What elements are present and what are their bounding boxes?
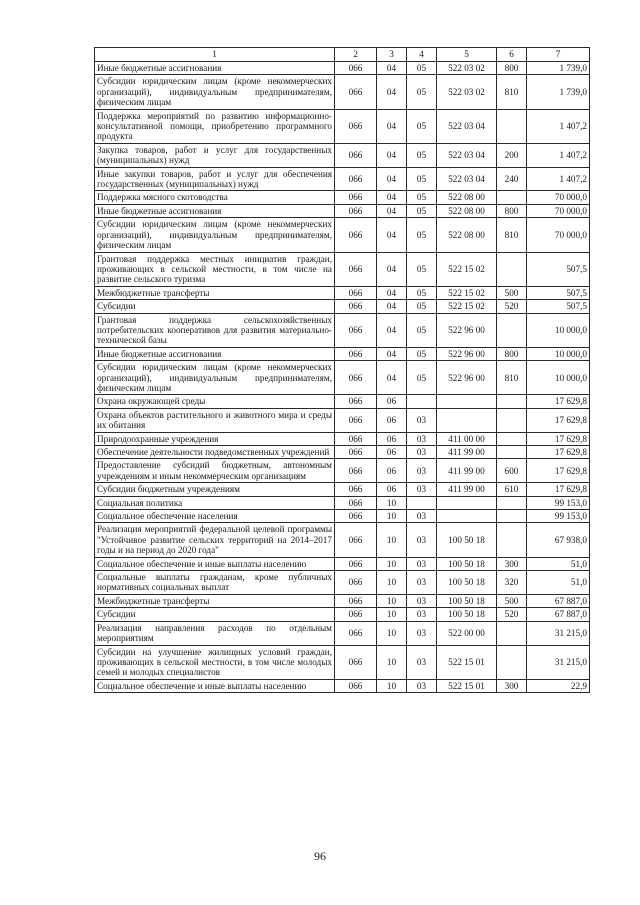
row-section-cell: 10	[377, 557, 407, 570]
table-row	[95, 347, 590, 360]
table-row	[95, 300, 590, 313]
row-subsection-cell: 05	[407, 143, 437, 167]
row-expense-type-cell	[497, 252, 527, 286]
row-subsection-cell: 03	[407, 621, 437, 645]
row-target-article-cell	[437, 408, 497, 432]
row-amount-cell: 17 629,8	[527, 483, 590, 496]
table-row	[95, 523, 590, 557]
row-section-cell: 04	[377, 313, 407, 347]
budget-table	[94, 47, 590, 693]
table-row	[95, 313, 590, 347]
row-target-article-cell: 522 15 02	[437, 300, 497, 313]
row-subsection-cell: 05	[407, 252, 437, 286]
row-admin-code-cell: 066	[335, 62, 377, 75]
row-section-cell: 04	[377, 347, 407, 360]
row-section-cell: 06	[377, 459, 407, 483]
row-subsection-cell: 05	[407, 62, 437, 75]
row-section-cell: 10	[377, 571, 407, 595]
row-section-cell: 04	[377, 167, 407, 191]
row-admin-code-cell: 066	[335, 459, 377, 483]
table-row	[95, 496, 590, 509]
row-admin-code-cell: 066	[335, 252, 377, 286]
row-admin-code-cell: 066	[335, 361, 377, 395]
row-subsection-cell	[407, 395, 437, 408]
header-row	[95, 48, 590, 62]
table-row	[95, 191, 590, 204]
row-subsection-cell: 05	[407, 191, 437, 204]
row-amount-cell: 51,0	[527, 571, 590, 595]
row-expense-type-cell: 300	[497, 679, 527, 692]
row-name-cell: Поддержка мероприятий по развитию информационно-консультативной помощи, приобретению программного продукта	[95, 109, 335, 143]
row-admin-code-cell: 066	[335, 510, 377, 523]
row-name-cell: Грантовая поддержка сельскохозяйственных потребительских кооперативов для развития материально-технической базы	[95, 313, 335, 347]
row-expense-type-cell: 300	[497, 557, 527, 570]
row-admin-code-cell: 066	[335, 496, 377, 509]
row-target-article-cell: 411 99 00	[437, 446, 497, 459]
row-target-article-cell: 522 08 00	[437, 218, 497, 252]
row-section-cell: 04	[377, 109, 407, 143]
row-admin-code-cell: 066	[335, 446, 377, 459]
row-expense-type-cell: 500	[497, 286, 527, 299]
row-target-article-cell: 522 96 00	[437, 361, 497, 395]
row-admin-code-cell: 066	[335, 313, 377, 347]
row-subsection-cell: 03	[407, 408, 437, 432]
row-expense-type-cell: 520	[497, 300, 527, 313]
row-name-cell: Реализация мероприятий федеральной целевой программы "Устойчивое развитие сельских территорий на 2014–2017 годы и на период до 2020 года"	[95, 523, 335, 557]
row-section-cell: 04	[377, 218, 407, 252]
row-admin-code-cell: 066	[335, 483, 377, 496]
row-target-article-cell: 100 50 18	[437, 608, 497, 621]
row-name-cell: Иные бюджетные ассигнования	[95, 347, 335, 360]
row-amount-cell: 1 407,2	[527, 109, 590, 143]
row-target-article-cell: 522 96 00	[437, 313, 497, 347]
row-amount-cell: 99 153,0	[527, 510, 590, 523]
row-name-cell: Межбюджетные трансферты	[95, 594, 335, 607]
row-subsection-cell: 03	[407, 446, 437, 459]
row-admin-code-cell: 066	[335, 645, 377, 679]
row-admin-code-cell: 066	[335, 395, 377, 408]
row-section-cell: 04	[377, 252, 407, 286]
row-expense-type-cell: 800	[497, 62, 527, 75]
row-subsection-cell: 05	[407, 300, 437, 313]
table-row	[95, 510, 590, 523]
row-target-article-cell: 100 50 18	[437, 571, 497, 595]
row-amount-cell: 70 000,0	[527, 204, 590, 217]
row-amount-cell: 10 000,0	[527, 347, 590, 360]
row-subsection-cell: 05	[407, 313, 437, 347]
row-expense-type-cell	[497, 621, 527, 645]
table-row	[95, 361, 590, 395]
row-name-cell: Социальное обеспечение и иные выплаты населению	[95, 679, 335, 692]
table-row	[95, 109, 590, 143]
row-subsection-cell	[407, 496, 437, 509]
row-target-article-cell: 522 15 01	[437, 645, 497, 679]
row-expense-type-cell: 810	[497, 361, 527, 395]
table-row	[95, 557, 590, 570]
row-subsection-cell: 03	[407, 571, 437, 595]
row-admin-code-cell: 066	[335, 523, 377, 557]
row-target-article-cell: 522 15 01	[437, 679, 497, 692]
row-expense-type-cell: 520	[497, 608, 527, 621]
row-section-cell: 06	[377, 432, 407, 445]
row-admin-code-cell: 066	[335, 608, 377, 621]
row-amount-cell: 99 153,0	[527, 496, 590, 509]
row-amount-cell: 1 407,2	[527, 143, 590, 167]
row-name-cell: Природоохранные учреждения	[95, 432, 335, 445]
row-admin-code-cell: 066	[335, 300, 377, 313]
row-expense-type-cell	[497, 432, 527, 445]
row-amount-cell: 17 629,8	[527, 446, 590, 459]
row-target-article-cell: 522 03 02	[437, 62, 497, 75]
row-amount-cell: 31 215,0	[527, 621, 590, 645]
row-subsection-cell: 05	[407, 286, 437, 299]
row-target-article-cell: 522 00 00	[437, 621, 497, 645]
row-admin-code-cell: 066	[335, 594, 377, 607]
row-target-article-cell: 411 99 00	[437, 459, 497, 483]
row-amount-cell: 67 887,0	[527, 608, 590, 621]
row-name-cell: Грантовая поддержка местных инициатив граждан, проживающих в сельской местности, в том числе на развитие сельского туризма	[95, 252, 335, 286]
row-expense-type-cell	[497, 645, 527, 679]
row-name-cell: Социальное обеспечение населения	[95, 510, 335, 523]
table-row	[95, 621, 590, 645]
row-target-article-cell: 411 00 00	[437, 432, 497, 445]
row-admin-code-cell: 066	[335, 621, 377, 645]
row-name-cell: Субсидии бюджетным учреждениям	[95, 483, 335, 496]
row-target-article-cell	[437, 395, 497, 408]
row-section-cell: 06	[377, 408, 407, 432]
row-amount-cell: 17 629,8	[527, 432, 590, 445]
row-name-cell: Социальная политика	[95, 496, 335, 509]
header-col-2: 2	[335, 48, 377, 62]
row-amount-cell: 1 739,0	[527, 75, 590, 109]
row-admin-code-cell: 066	[335, 167, 377, 191]
row-section-cell: 10	[377, 523, 407, 557]
row-expense-type-cell	[497, 109, 527, 143]
row-name-cell: Иные бюджетные ассигнования	[95, 204, 335, 217]
row-name-cell: Реализация направления расходов по отдельным мероприятиям	[95, 621, 335, 645]
row-section-cell: 04	[377, 62, 407, 75]
row-target-article-cell: 522 15 02	[437, 286, 497, 299]
row-expense-type-cell: 810	[497, 75, 527, 109]
header-col-7: 7	[527, 48, 590, 62]
row-section-cell: 10	[377, 594, 407, 607]
table-row	[95, 167, 590, 191]
row-amount-cell: 17 629,8	[527, 395, 590, 408]
row-target-article-cell	[437, 510, 497, 523]
table-row	[95, 62, 590, 75]
row-admin-code-cell: 066	[335, 408, 377, 432]
row-target-article-cell: 522 08 00	[437, 191, 497, 204]
row-subsection-cell: 05	[407, 75, 437, 109]
row-amount-cell: 507,5	[527, 300, 590, 313]
row-admin-code-cell: 066	[335, 432, 377, 445]
row-target-article-cell: 522 03 02	[437, 75, 497, 109]
row-target-article-cell: 522 15 02	[437, 252, 497, 286]
row-target-article-cell: 522 03 04	[437, 143, 497, 167]
row-admin-code-cell: 066	[335, 109, 377, 143]
row-name-cell: Иные закупки товаров, работ и услуг для обеспечения государственных (муниципальных) нужд	[95, 167, 335, 191]
row-amount-cell: 70 000,0	[527, 218, 590, 252]
row-amount-cell: 1 407,2	[527, 167, 590, 191]
row-target-article-cell: 522 03 04	[437, 167, 497, 191]
row-target-article-cell: 522 08 00	[437, 204, 497, 217]
row-amount-cell: 10 000,0	[527, 361, 590, 395]
row-section-cell: 04	[377, 143, 407, 167]
row-section-cell: 10	[377, 510, 407, 523]
row-subsection-cell: 03	[407, 510, 437, 523]
row-section-cell: 06	[377, 395, 407, 408]
row-expense-type-cell: 800	[497, 204, 527, 217]
table-row	[95, 483, 590, 496]
row-section-cell: 10	[377, 496, 407, 509]
row-admin-code-cell: 066	[335, 218, 377, 252]
row-section-cell: 06	[377, 483, 407, 496]
row-target-article-cell: 100 50 18	[437, 523, 497, 557]
row-expense-type-cell	[497, 313, 527, 347]
row-name-cell: Субсидии	[95, 300, 335, 313]
row-name-cell: Иные бюджетные ассигнования	[95, 62, 335, 75]
row-expense-type-cell: 810	[497, 218, 527, 252]
table-row	[95, 143, 590, 167]
row-subsection-cell: 05	[407, 347, 437, 360]
row-admin-code-cell: 066	[335, 204, 377, 217]
row-admin-code-cell: 066	[335, 286, 377, 299]
row-name-cell: Предоставление субсидий бюджетным, автономным учреждениям и иным некоммерческим организациям	[95, 459, 335, 483]
row-admin-code-cell: 066	[335, 347, 377, 360]
row-name-cell: Поддержка мясного скотоводства	[95, 191, 335, 204]
table-row	[95, 432, 590, 445]
table-row	[95, 594, 590, 607]
table-body	[95, 62, 590, 693]
row-expense-type-cell	[497, 395, 527, 408]
row-expense-type-cell	[497, 446, 527, 459]
page-number: 96	[314, 849, 326, 863]
row-amount-cell: 22,9	[527, 679, 590, 692]
header-col-3: 3	[377, 48, 407, 62]
row-target-article-cell: 522 96 00	[437, 347, 497, 360]
row-expense-type-cell: 200	[497, 143, 527, 167]
row-amount-cell: 1 739,0	[527, 62, 590, 75]
row-admin-code-cell: 066	[335, 679, 377, 692]
header-col-6: 6	[497, 48, 527, 62]
table-row	[95, 252, 590, 286]
row-name-cell: Социальное обеспечение и иные выплаты населению	[95, 557, 335, 570]
row-name-cell: Обеспечение деятельности подведомственных учреждений	[95, 446, 335, 459]
row-amount-cell: 507,5	[527, 286, 590, 299]
row-section-cell: 04	[377, 361, 407, 395]
row-amount-cell: 31 215,0	[527, 645, 590, 679]
row-section-cell: 04	[377, 204, 407, 217]
table-row	[95, 679, 590, 692]
row-name-cell: Межбюджетные трансферты	[95, 286, 335, 299]
row-name-cell: Субсидии юридическим лицам (кроме некоммерческих организаций), индивидуальным предпринимателям, физическим лицам	[95, 218, 335, 252]
row-expense-type-cell	[497, 523, 527, 557]
header-col-1: 1	[95, 48, 335, 62]
row-subsection-cell: 05	[407, 361, 437, 395]
table-row	[95, 204, 590, 217]
row-expense-type-cell	[497, 510, 527, 523]
row-target-article-cell: 522 03 04	[437, 109, 497, 143]
row-name-cell: Закупка товаров, работ и услуг для государственных (муниципальных) нужд	[95, 143, 335, 167]
table-row	[95, 408, 590, 432]
row-subsection-cell: 05	[407, 109, 437, 143]
table-row	[95, 571, 590, 595]
row-amount-cell: 507,5	[527, 252, 590, 286]
row-expense-type-cell: 240	[497, 167, 527, 191]
table-row	[95, 75, 590, 109]
row-subsection-cell: 03	[407, 594, 437, 607]
row-subsection-cell: 05	[407, 204, 437, 217]
table-row	[95, 218, 590, 252]
row-section-cell: 10	[377, 621, 407, 645]
row-subsection-cell: 03	[407, 483, 437, 496]
row-amount-cell: 51,0	[527, 557, 590, 570]
row-expense-type-cell: 500	[497, 594, 527, 607]
row-expense-type-cell	[497, 496, 527, 509]
row-amount-cell: 10 000,0	[527, 313, 590, 347]
row-target-article-cell: 100 50 18	[437, 594, 497, 607]
row-name-cell: Субсидии юридическим лицам (кроме некоммерческих организаций), индивидуальным предпринимателям, физическим лицам	[95, 75, 335, 109]
row-amount-cell: 67 938,0	[527, 523, 590, 557]
row-subsection-cell: 03	[407, 523, 437, 557]
row-subsection-cell: 03	[407, 679, 437, 692]
table-row	[95, 608, 590, 621]
row-admin-code-cell: 066	[335, 75, 377, 109]
row-target-article-cell: 100 50 18	[437, 557, 497, 570]
header-col-5: 5	[437, 48, 497, 62]
row-expense-type-cell: 320	[497, 571, 527, 595]
row-expense-type-cell	[497, 191, 527, 204]
row-name-cell: Субсидии юридическим лицам (кроме некоммерческих организаций), индивидуальным предпринимателям, физическим лицам	[95, 361, 335, 395]
row-section-cell: 06	[377, 446, 407, 459]
row-subsection-cell: 03	[407, 608, 437, 621]
row-name-cell: Субсидии	[95, 608, 335, 621]
row-subsection-cell: 03	[407, 557, 437, 570]
row-expense-type-cell: 610	[497, 483, 527, 496]
row-admin-code-cell: 066	[335, 143, 377, 167]
row-expense-type-cell: 600	[497, 459, 527, 483]
row-name-cell: Социальные выплаты гражданам, кроме публичных нормативных социальных выплат	[95, 571, 335, 595]
row-expense-type-cell: 800	[497, 347, 527, 360]
row-admin-code-cell: 066	[335, 557, 377, 570]
table-row	[95, 395, 590, 408]
row-section-cell: 04	[377, 75, 407, 109]
row-section-cell: 10	[377, 608, 407, 621]
row-expense-type-cell	[497, 408, 527, 432]
table-row	[95, 446, 590, 459]
row-section-cell: 04	[377, 191, 407, 204]
row-section-cell: 10	[377, 645, 407, 679]
row-section-cell: 04	[377, 300, 407, 313]
row-section-cell: 04	[377, 286, 407, 299]
row-subsection-cell: 05	[407, 167, 437, 191]
row-amount-cell: 70 000,0	[527, 191, 590, 204]
row-subsection-cell: 03	[407, 459, 437, 483]
header-col-4: 4	[407, 48, 437, 62]
row-amount-cell: 67 887,0	[527, 594, 590, 607]
row-amount-cell: 17 629,8	[527, 408, 590, 432]
row-admin-code-cell: 066	[335, 191, 377, 204]
row-section-cell: 10	[377, 679, 407, 692]
row-target-article-cell	[437, 496, 497, 509]
row-name-cell: Охрана объектов растительного и животного мира и среды их обитания	[95, 408, 335, 432]
row-name-cell: Охрана окружающей среды	[95, 395, 335, 408]
row-target-article-cell: 411 99 00	[437, 483, 497, 496]
table-row	[95, 286, 590, 299]
table-row	[95, 459, 590, 483]
table-row	[95, 645, 590, 679]
row-subsection-cell: 03	[407, 645, 437, 679]
row-subsection-cell: 05	[407, 218, 437, 252]
row-name-cell: Субсидии на улучшение жилищных условий граждан, проживающих в сельской местности, в том числе молодых семей и молодых специалистов	[95, 645, 335, 679]
row-amount-cell: 17 629,8	[527, 459, 590, 483]
row-admin-code-cell: 066	[335, 571, 377, 595]
row-subsection-cell: 03	[407, 432, 437, 445]
